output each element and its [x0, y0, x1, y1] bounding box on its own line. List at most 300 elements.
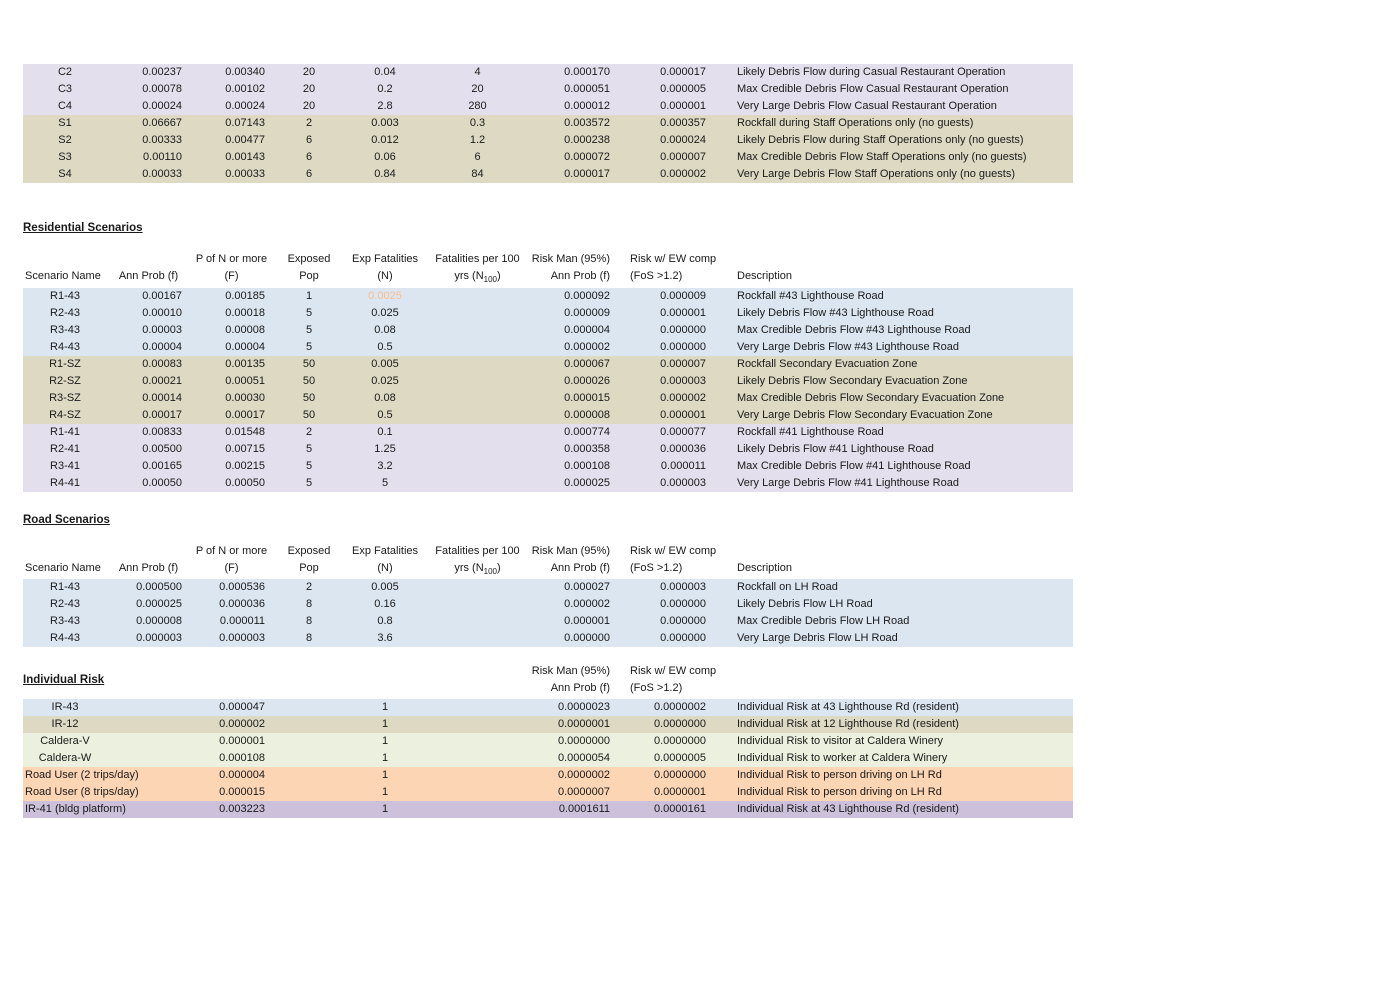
cell-risk-ew: 0.000005: [660, 83, 706, 95]
cell-p-of-n: 0.00715: [225, 443, 265, 455]
header-exposed: Exposed: [287, 253, 331, 265]
table-row: [23, 356, 1073, 373]
cell-fatalities-100: [425, 613, 530, 630]
cell-exp-fatalities: 0.06: [374, 151, 396, 163]
cell-exp-fatalities: 0.5: [377, 409, 393, 421]
cell-fatalities-100: [425, 390, 530, 407]
cell-description: Rockfall Secondary Evacuation Zone: [737, 358, 918, 370]
header-ann-prob-2: Ann Prob (f): [550, 562, 610, 574]
cell-prob-value: 0.003223: [219, 803, 265, 815]
cell-prob-value: 0.000015: [219, 786, 265, 798]
cell-description: Individual Risk to visitor at Caldera Winery: [737, 735, 944, 747]
cell-risk-man: 0.000017: [564, 168, 610, 180]
cell-risk-man: 0.0000002: [558, 769, 610, 781]
cell-p-of-n: 0.00017: [225, 409, 265, 421]
table-row: [23, 579, 1073, 596]
table-row: [23, 458, 1073, 475]
cell-fatalities-100: 280: [468, 100, 487, 112]
cell-exposed-pop: 5: [305, 460, 313, 472]
header-f: (F): [224, 562, 239, 574]
cell-exposed-pop: 50: [302, 392, 316, 404]
cell-scenario-name: R3-SZ: [49, 392, 81, 404]
cell-exposed-pop: 20: [302, 100, 316, 112]
cell-risk-man: 0.000092: [564, 290, 610, 302]
road-section: [23, 512, 1073, 647]
cell-scenario-name: R4-41: [50, 477, 80, 489]
table-row: [23, 305, 1073, 322]
cell-fatalities-100: [425, 356, 530, 373]
cell: [425, 663, 530, 680]
cell-fatalities-100: 20: [471, 83, 484, 95]
cell-description: Very Large Debris Flow Staff Operations only (no guests): [737, 168, 1015, 180]
residential-column-headers: [23, 251, 1073, 285]
cell-risk-man: 0.000000: [564, 632, 610, 644]
header-exp-fatalities: Exp Fatalities: [351, 253, 419, 265]
cell-fatalities-100: [425, 458, 530, 475]
cell-exposed-pop: 6: [305, 168, 313, 180]
cell: [273, 801, 345, 818]
cell: [273, 699, 345, 716]
cell-risk-ew: 0.0000002: [654, 701, 706, 713]
cell-scenario-name: R4-43: [50, 341, 80, 353]
cell-p-of-n: 0.00008: [225, 324, 265, 336]
cell-p-of-n: 0.00143: [225, 151, 265, 163]
table-row: [23, 699, 1073, 716]
cell: [273, 767, 345, 784]
cell-fatalities-100: 0.3: [469, 117, 486, 129]
cell-risk-man: 0.000025: [564, 477, 610, 489]
cell-prob-value: 0.000004: [219, 769, 265, 781]
header-risk-man: Risk Man (95%): [531, 665, 610, 677]
cell-risk-man: 0.000002: [564, 598, 610, 610]
cell-exposed-pop: 8: [305, 615, 313, 627]
cell-exp-fatalities: 1.25: [374, 443, 396, 455]
table-row: [23, 132, 1073, 149]
cell-exp-fatalities: 3.6: [377, 632, 393, 644]
table-row: [23, 166, 1073, 183]
cell-exposed-one: 1: [381, 735, 389, 747]
cell-p-of-n: 0.00215: [225, 460, 265, 472]
cell-risk-ew: 0.000003: [660, 375, 706, 387]
cell-exposed-one: 1: [381, 752, 389, 764]
subscript: 100: [483, 567, 497, 577]
header-row-1: [23, 663, 1073, 680]
road-column-headers: [23, 543, 1073, 577]
cell-risk-ew: 0.000011: [660, 460, 706, 472]
cell-exp-fatalities: 0.003: [371, 117, 399, 129]
table-row: [23, 750, 1073, 767]
cell-description: Very Large Debris Flow Secondary Evacuation Zone: [737, 409, 993, 421]
cell: [107, 784, 190, 801]
cell-exp-fatalities: 0.16: [374, 598, 396, 610]
cell-exp-fatalities: 0.8: [377, 615, 393, 627]
table-row: [23, 322, 1073, 339]
cell-risk-man: 0.000009: [564, 307, 610, 319]
cell-exposed-pop: 20: [302, 83, 316, 95]
cell-risk-man: 0.000004: [564, 324, 610, 336]
cell-exposed-pop: 5: [305, 443, 313, 455]
cell-ann-prob: 0.00017: [142, 409, 182, 421]
cell-ann-prob: 0.00083: [142, 358, 182, 370]
cell-description: Rockfall during Staff Operations only (no guests): [737, 117, 974, 129]
cell-ann-prob: 0.00021: [142, 375, 182, 387]
cell-description: Likely Debris Flow Secondary Evacuation Zone: [737, 375, 968, 387]
cell-p-of-n: 0.00185: [225, 290, 265, 302]
cell-exposed-pop: 2: [305, 117, 313, 129]
cell-risk-ew: 0.000002: [660, 168, 706, 180]
cell-fatalities-100: 84: [471, 168, 484, 180]
table-row: [23, 801, 1073, 818]
cell-ann-prob: 0.00010: [142, 307, 182, 319]
cell-scenario-name: S3: [58, 151, 72, 163]
cell: [425, 784, 530, 801]
cell: [107, 750, 190, 767]
cell-description: Individual Risk to person driving on LH Rd: [737, 786, 942, 798]
cell-ann-prob: 0.06667: [142, 117, 182, 129]
cell-risk-ew: 0.000024: [660, 134, 706, 146]
cell-risk-ew: 0.0000161: [654, 803, 706, 815]
cell-description: Likely Debris Flow #41 Lighthouse Road: [737, 443, 934, 455]
cell-p-of-n: 0.00030: [225, 392, 265, 404]
header-description: Description: [737, 270, 793, 282]
cell-description: Very Large Debris Flow #41 Lighthouse Road: [737, 477, 959, 489]
cell: [425, 716, 530, 733]
table-row: [23, 288, 1073, 305]
header-n100: yrs $(N_{100})$: [454, 562, 501, 577]
cell-exposed-one: 1: [381, 701, 389, 713]
cell-risk-man: 0.000067: [564, 358, 610, 370]
table-row: [23, 424, 1073, 441]
cell: [190, 680, 273, 697]
cell-exposed-one: 1: [381, 769, 389, 781]
cell-fatalities-100: [425, 579, 530, 596]
cell-risk-man: 0.0000001: [558, 718, 610, 730]
cell-exposed-pop: 5: [305, 324, 313, 336]
cell-p-of-n: 0.000036: [219, 598, 265, 610]
cell-p-of-n: 0.00477: [225, 134, 265, 146]
cell-description: Individual Risk to worker at Caldera Winery: [737, 752, 948, 764]
header-pop: Pop: [299, 270, 319, 282]
cell: [273, 784, 345, 801]
cell: [107, 716, 190, 733]
cell: [425, 750, 530, 767]
cell-scenario-name: R1-41: [50, 426, 80, 438]
cell: [714, 680, 1073, 697]
cell: [107, 733, 190, 750]
cell-risk-man: 0.000170: [564, 66, 610, 78]
header-ann-prob: Ann Prob (f): [118, 270, 179, 282]
table-row: [23, 475, 1073, 492]
cell-risk-name: IR-41 (bldg platform): [25, 803, 126, 815]
header-ann-prob-2: Ann Prob (f): [550, 270, 610, 282]
header-fos: (FoS >1.2): [630, 270, 683, 282]
cell-description: Max Credible Debris Flow LH Road: [737, 615, 910, 627]
header-row-2: [23, 680, 1073, 697]
cell-ann-prob: 0.00237: [142, 66, 182, 78]
cell-description: Max Credible Debris Flow Casual Restaurant Operation: [737, 83, 1009, 95]
cell: [23, 251, 107, 268]
cell-ann-prob: 0.00050: [142, 477, 182, 489]
header-ann-prob: Ann Prob (f): [550, 682, 610, 694]
cell-exposed-pop: 50: [302, 358, 316, 370]
cell-risk-ew: 0.000003: [660, 477, 706, 489]
cell-exposed-pop: 5: [305, 477, 313, 489]
cell-exp-fatalities: 0.5: [377, 341, 393, 353]
table-row: [23, 596, 1073, 613]
table-row: [23, 441, 1073, 458]
cell-ann-prob: 0.00500: [142, 443, 182, 455]
cell-description: Max Credible Debris Flow Staff Operations only (no guests): [737, 151, 1027, 163]
cell-p-of-n: 0.00051: [225, 375, 265, 387]
cell-risk-ew: 0.000000: [660, 632, 706, 644]
cell-ann-prob: 0.00003: [142, 324, 182, 336]
cell-risk-man: 0.000051: [564, 83, 610, 95]
cell-exposed-pop: 1: [305, 290, 313, 302]
cell-fatalities-100: [425, 288, 530, 305]
cell-risk-man: 0.000108: [564, 460, 610, 472]
header-ann-prob: Ann Prob (f): [118, 562, 179, 574]
cell: [345, 680, 425, 697]
header-scenario-name: Scenario Name: [25, 270, 101, 282]
header-f: (F): [224, 270, 239, 282]
table-row: [23, 149, 1073, 166]
cell-scenario-name: R2-41: [50, 443, 80, 455]
cell-risk-man: 0.0000007: [558, 786, 610, 798]
individual-risk-heading: Individual Risk: [23, 674, 105, 686]
cell-risk-ew: 0.000000: [660, 341, 706, 353]
cell-description: Rockfall #43 Lighthouse Road: [737, 290, 884, 302]
individual-risk-header: [23, 663, 1073, 697]
header-row-2: [23, 560, 1073, 577]
cell-description: Very Large Debris Flow Casual Restaurant Operation: [737, 100, 997, 112]
residential-heading: Residential Scenarios: [23, 222, 143, 234]
cell-scenario-name: R1-43: [50, 581, 80, 593]
cell-p-of-n: 0.00033: [225, 168, 265, 180]
cell-exposed-one: 1: [381, 718, 389, 730]
cell-risk-ew: 0.000017: [660, 66, 706, 78]
cell: [107, 663, 190, 680]
cell-risk-ew: 0.0000000: [654, 769, 706, 781]
cell-scenario-name: R4-SZ: [49, 409, 81, 421]
top-table-rows: [23, 64, 1073, 183]
header-row-1: [23, 251, 1073, 268]
cell-risk-man: 0.0001611: [558, 803, 610, 815]
cell: [107, 699, 190, 716]
header-pop: Pop: [299, 562, 319, 574]
cell-scenario-name: C2: [57, 66, 73, 78]
cell: [425, 733, 530, 750]
cell-risk-ew: 0.000001: [660, 409, 706, 421]
cell: [714, 251, 1073, 268]
cell-risk-man: 0.000072: [564, 151, 610, 163]
header-fatalities-100: Fatalities per 100: [435, 253, 520, 265]
header-risk-man: Risk Man (95%): [531, 253, 610, 265]
cell-p-of-n: 0.00102: [225, 83, 265, 95]
header-fos: (FoS >1.2): [630, 682, 683, 694]
cell-risk-name: Caldera-W: [38, 752, 92, 764]
cell-description: Individual Risk to person driving on LH Rd: [737, 769, 942, 781]
cell-p-of-n: 0.00004: [225, 341, 265, 353]
table-row: [23, 64, 1073, 81]
header-exposed: Exposed: [287, 545, 331, 557]
cell-risk-man: 0.0000054: [558, 752, 610, 764]
cell-scenario-name: R1-43: [50, 290, 80, 302]
cell-risk-name: Road User (2 trips/day): [25, 769, 139, 781]
cell-fatalities-100: [425, 441, 530, 458]
cell: [425, 680, 530, 697]
cell-risk-ew: 0.000007: [660, 151, 706, 163]
cell-p-of-n: 0.01548: [225, 426, 265, 438]
cell-ann-prob: 0.00167: [142, 290, 182, 302]
cell-description: Likely Debris Flow #43 Lighthouse Road: [737, 307, 934, 319]
cell-risk-man: 0.000001: [564, 615, 610, 627]
cell-exposed-pop: 20: [302, 66, 316, 78]
cell-risk-name: Caldera-V: [40, 735, 90, 747]
cell-exp-fatalities: 0.005: [371, 358, 399, 370]
cell-description: Individual Risk at 43 Lighthouse Rd (resident): [737, 701, 959, 713]
cell-fatalities-100: [425, 475, 530, 492]
individual-risk-section: [23, 663, 1073, 818]
cell-risk-ew: 0.000357: [660, 117, 706, 129]
table-row: [23, 767, 1073, 784]
cell-risk-ew: 0.000002: [660, 392, 706, 404]
cell-description: Likely Debris Flow LH Road: [737, 598, 873, 610]
residential-section: [23, 220, 1073, 492]
cell-risk-ew: 0.0000000: [654, 735, 706, 747]
cell-risk-man: 0.000012: [564, 100, 610, 112]
header-p-of-n: P of N or more: [195, 545, 268, 557]
cell-exposed-pop: 8: [305, 632, 313, 644]
cell-risk-ew: 0.000007: [660, 358, 706, 370]
cell: [425, 801, 530, 818]
cell-scenario-name: C3: [57, 83, 73, 95]
table-row: [23, 407, 1073, 424]
cell-scenario-name: S1: [58, 117, 72, 129]
header-scenario-name: Scenario Name: [25, 562, 101, 574]
cell: [107, 680, 190, 697]
cell-exp-fatalities: 0.025: [371, 307, 399, 319]
cell: [714, 543, 1073, 560]
cell: [190, 663, 273, 680]
cell-fatalities-100: 6: [474, 151, 481, 163]
road-rows: [23, 579, 1073, 647]
table-row: [23, 390, 1073, 407]
cell-ann-prob: 0.000025: [136, 598, 182, 610]
cell-scenario-name: R2-43: [50, 307, 80, 319]
cell-scenario-name: R2-43: [50, 598, 80, 610]
cell-risk-man: 0.000002: [564, 341, 610, 353]
cell: [107, 251, 190, 268]
table-row: [23, 716, 1073, 733]
cell-exp-fatalities: 0.005: [371, 581, 399, 593]
cell-prob-value: 0.000001: [219, 735, 265, 747]
cell-p-of-n: 0.00340: [225, 66, 265, 78]
cell-risk-ew: 0.000000: [660, 615, 706, 627]
cell-ann-prob: 0.00078: [142, 83, 182, 95]
top-scenario-table: [23, 64, 1073, 183]
cell-p-of-n: 0.000536: [219, 581, 265, 593]
cell: [273, 663, 345, 680]
header-exp-fatalities: Exp Fatalities: [351, 545, 419, 557]
cell-ann-prob: 0.00014: [142, 392, 182, 404]
cell-risk-ew: 0.0000005: [654, 752, 706, 764]
cell-risk-ew: 0.000001: [660, 100, 706, 112]
cell-risk-man: 0.000026: [564, 375, 610, 387]
cell-risk-ew: 0.000000: [660, 598, 706, 610]
cell-scenario-name: R1-SZ: [49, 358, 81, 370]
cell-scenario-name: R4-43: [50, 632, 80, 644]
table-row: [23, 339, 1073, 356]
cell-scenario-name: S2: [58, 134, 72, 146]
cell-fatalities-100: [425, 322, 530, 339]
cell-fatalities-100: [425, 407, 530, 424]
cell-scenario-name: S4: [58, 168, 72, 180]
cell-risk-ew: 0.0000001: [654, 786, 706, 798]
cell-risk-ew: 0.000003: [660, 581, 706, 593]
cell-p-of-n: 0.00050: [225, 477, 265, 489]
subscript: 100: [483, 275, 497, 285]
cell-scenario-name: C4: [57, 100, 73, 112]
cell-ann-prob: 0.00004: [142, 341, 182, 353]
table-row: [23, 733, 1073, 750]
cell-exposed-pop: 8: [305, 598, 313, 610]
header-fatalities-100: Fatalities per 100: [435, 545, 520, 557]
header-risk-ew: Risk w/ EW comp: [630, 253, 717, 265]
cell-fatalities-100: [425, 630, 530, 647]
risk-spreadsheet: [23, 64, 1073, 818]
cell: [273, 733, 345, 750]
cell-exposed-pop: 6: [305, 134, 313, 146]
table-row: [23, 115, 1073, 132]
cell-fatalities-100: [425, 305, 530, 322]
table-row: [23, 784, 1073, 801]
cell-exposed-pop: 5: [305, 307, 313, 319]
header-risk-ew: Risk w/ EW comp: [630, 545, 717, 557]
cell: [107, 767, 190, 784]
header-n: (N): [377, 270, 393, 282]
cell-exp-fatalities: 3.2: [377, 460, 393, 472]
cell-risk-ew: 0.000077: [660, 426, 706, 438]
cell-risk-man: 0.000015: [564, 392, 610, 404]
individual-rows: [23, 699, 1073, 818]
header-row-1: [23, 543, 1073, 560]
cell-description: Very Large Debris Flow LH Road: [737, 632, 898, 644]
cell-fatalities-100: [425, 339, 530, 356]
cell-risk-man: 0.0000000: [558, 735, 610, 747]
header-n100: yrs $(N_{100})$: [454, 270, 501, 285]
cell: [425, 699, 530, 716]
cell-exp-fatalities: 0.08: [374, 324, 396, 336]
cell-description: Max Credible Debris Flow #43 Lighthouse Road: [737, 324, 971, 336]
cell-risk-ew: 0.000001: [660, 307, 706, 319]
cell: [107, 801, 190, 818]
cell-exp-fatalities: 0.025: [371, 375, 399, 387]
header-fos: (FoS >1.2): [630, 562, 683, 574]
cell-fatalities-100: 4: [474, 66, 481, 78]
cell-ann-prob: 0.000003: [136, 632, 182, 644]
cell-description: Individual Risk at 43 Lighthouse Rd (resident): [737, 803, 959, 815]
cell: [714, 663, 1073, 680]
cell: [425, 767, 530, 784]
cell-risk-man: 0.0000023: [558, 701, 610, 713]
cell-description: Max Credible Debris Flow Secondary Evacuation Zone: [737, 392, 1005, 404]
table-row: [23, 613, 1073, 630]
cell-description: Individual Risk at 12 Lighthouse Rd (resident): [737, 718, 959, 730]
header-p-of-n: P of N or more: [195, 253, 268, 265]
cell: [273, 680, 345, 697]
header-risk-man: Risk Man (95%): [531, 545, 610, 557]
cell-exposed-pop: 2: [305, 426, 313, 438]
